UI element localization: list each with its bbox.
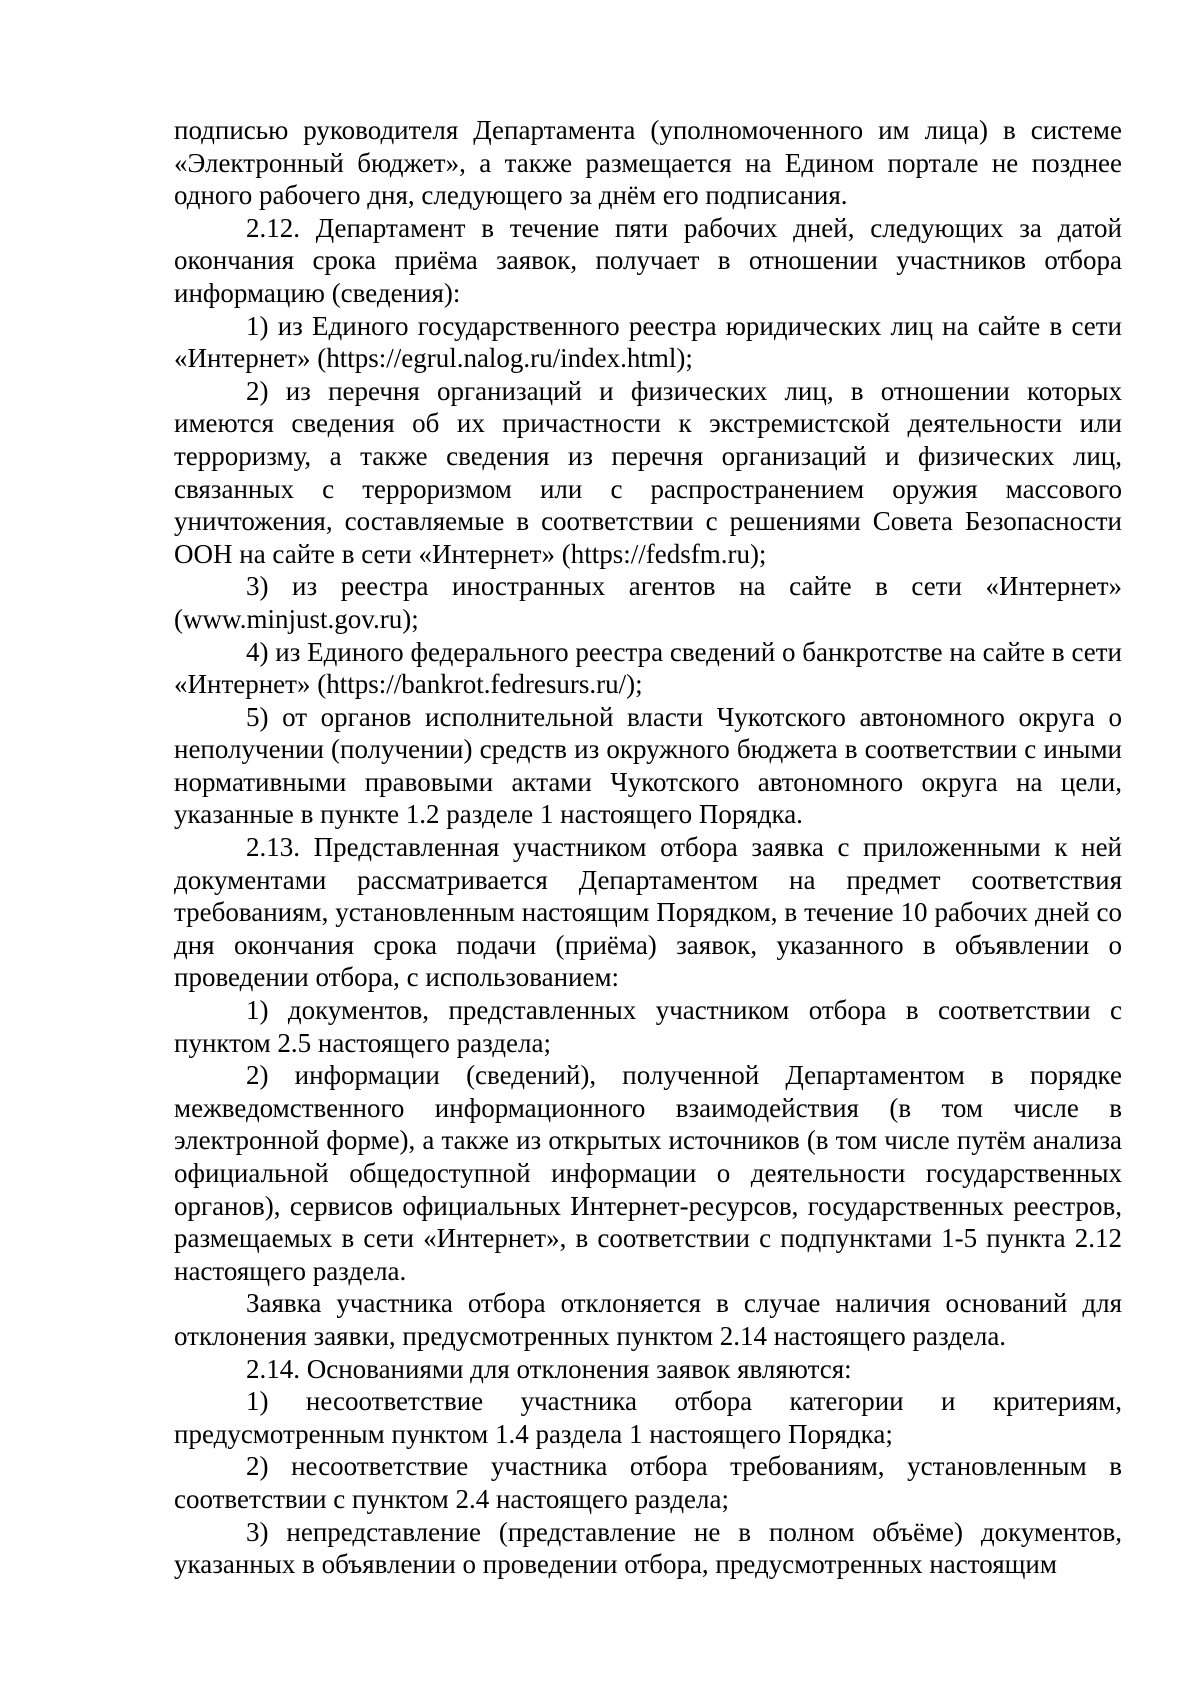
paragraph-2-14-item-2: 2) несоответствие участника отбора требованиям, установленным в соответствии с пунктом 2.4 настоящего раздела; — [174, 1451, 1122, 1514]
paragraph-2-14-item-3: 3) непредставление (представление не в полном объёме) документов, указанных в объявлении о проведении отбора, предусмотренных настоящим — [174, 1516, 1122, 1580]
document-page — [174, 114, 1122, 1581]
paragraph-2-12-item-4: 4) из Единого федерального реестра сведений о банкротстве на сайте в сети «Интернет» (https://bankrot.fedresurs.ru/); — [174, 636, 1122, 700]
paragraph-2-13-item-1: 1) документов, представленных участником отбора в соответствии с пунктом 2.5 настоящего раздела; — [174, 995, 1122, 1058]
paragraph-continuation: подписью руководителя Департамента (уполномоченного им лица) в системе «Электронный бюджет», а также размещается на Едином портале не позднее одного рабочего дня, следующего за днём его подписания. — [174, 115, 1122, 211]
paragraph-2-12-item-5: 5) от органов исполнительной власти Чукотского автономного округа о неполучении (получении) средств из окружного бюджета в соответствии с иными нормативными правовыми актами Чукотского автономного округа на цели, указанные в пункте 1.2 разделе 1 настоящего Порядка. — [174, 701, 1122, 830]
paragraph-2-12-item-1: 1) из Единого государственного реестра юридических лиц на сайте в сети «Интернет» (https://egrul.nalog.ru/index.html); — [174, 310, 1122, 374]
paragraph-2-12-item-3: 3) из реестра иностранных агентов на сайте в сети «Интернет» (www.minjust.gov.ru); — [174, 571, 1122, 634]
paragraph-2-13-item-2: 2) информации (сведений), полученной Департаментом в порядке межведомственного информационного взаимодействия (в том числе в электронной форме), а также из открытых источников (в том числе путём анализа официальной общедоступной информации о деятельности государственных органов), сервисов официальных Интернет-ресурсов, государственных реестров, размещаемых в сети «Интернет», в соответствии с подпунктами 1-5 пункта 2.12 настоящего раздела. — [174, 1060, 1122, 1286]
paragraph-2-14: 2.14. Основаниями для отклонения заявок являются: — [246, 1353, 852, 1384]
paragraph-2-13: 2.13. Представленная участником отбора заявка с приложенными к ней документами рассматривается Департаментом на предмет соответствия требованиям, установленным настоящим Порядком, в течение 10 рабочих дней со дня окончания срока подачи (приёма) заявок, указанного в объявлении о проведении отбора, с использованием: — [174, 832, 1122, 993]
paragraph-2-12: 2.12. Департамент в течение пяти рабочих дней, следующих за датой окончания срока приёма заявок, получает в отношении участников отбора информацию (сведения): — [174, 212, 1122, 308]
paragraph-2-14-item-1: 1) несоответствие участника отбора категории и критериям, предусмотренным пунктом 1.4 раздела 1 настоящего Порядка; — [174, 1386, 1122, 1449]
paragraph-2-12-item-2: 2) из перечня организаций и физических лиц, в отношении которых имеются сведения об их причастности к экстремистской деятельности или терроризму, а также сведения из перечня организаций и физических лиц, связанных с терроризмом или с распространением оружия массового уничтожения, составляемые в соответствии с решениями Совета Безопасности ООН на сайте в сети «Интернет» (https://fedsfm.ru); — [174, 375, 1122, 569]
paragraph-rejection-note: Заявка участника отбора отклоняется в случае наличия оснований для отклонения заявки, предусмотренных пунктом 2.14 настоящего раздела. — [174, 1288, 1122, 1351]
